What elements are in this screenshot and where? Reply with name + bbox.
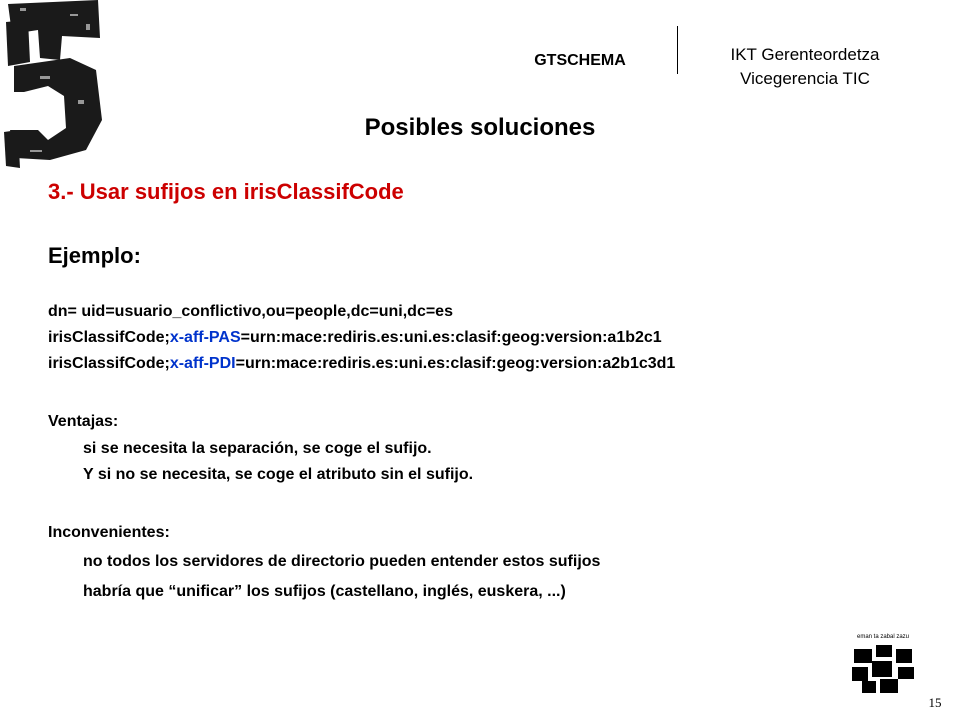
code-attr: irisClassifCode; xyxy=(48,355,170,372)
header-right-line1: IKT Gerenteordetza xyxy=(730,45,880,64)
disadvantage-item: habría que “unificar” los sufijos (castellano, inglés, euskera, ...) xyxy=(83,583,566,600)
code-line-pas xyxy=(48,329,662,347)
code-value: =urn:mace:rediris.es:uni.es:clasif:geog:version:a2b1c3d1 xyxy=(235,355,676,372)
code-suffix: x-aff-PAS xyxy=(169,329,241,346)
advantage-item: Y si no se necesita, se coge el atributo sin el sufijo. xyxy=(83,466,474,483)
slide-subtitle: 3.- Usar sufijos en irisClassifCode xyxy=(48,179,404,204)
page-number: 15 xyxy=(928,695,942,710)
code-value: =urn:mace:rediris.es:uni.es:clasif:geog:version:a1b2c1 xyxy=(240,329,662,346)
advantages-heading: Ventajas: xyxy=(48,413,119,430)
disadvantages-heading: Inconvenientes: xyxy=(48,524,170,541)
disadvantage-item: no todos los servidores de directorio pueden entender estos sufijos xyxy=(83,553,601,570)
upv-ehu-logo-icon xyxy=(848,635,918,695)
brush-logo-icon xyxy=(0,0,110,170)
code-line-pdi xyxy=(48,355,675,373)
advantage-item: si se necesita la separación, se coge el sufijo. xyxy=(83,440,432,457)
header-divider xyxy=(677,26,678,74)
logo-caption: eman ta zabal zazu xyxy=(856,634,910,640)
example-heading: Ejemplo: xyxy=(48,243,141,268)
code-line-dn: dn= uid=usuario_conflictivo,ou=people,dc=uni,dc=es xyxy=(48,303,453,320)
code-attr: irisClassifCode; xyxy=(48,329,170,346)
header-left-label: GTSCHEMA xyxy=(534,52,626,69)
slide-title: Posibles soluciones xyxy=(364,114,596,141)
header-right-line2: Vicegerencia TIC xyxy=(740,69,870,88)
header-right-label xyxy=(700,43,910,91)
code-suffix: x-aff-PDI xyxy=(169,355,236,372)
